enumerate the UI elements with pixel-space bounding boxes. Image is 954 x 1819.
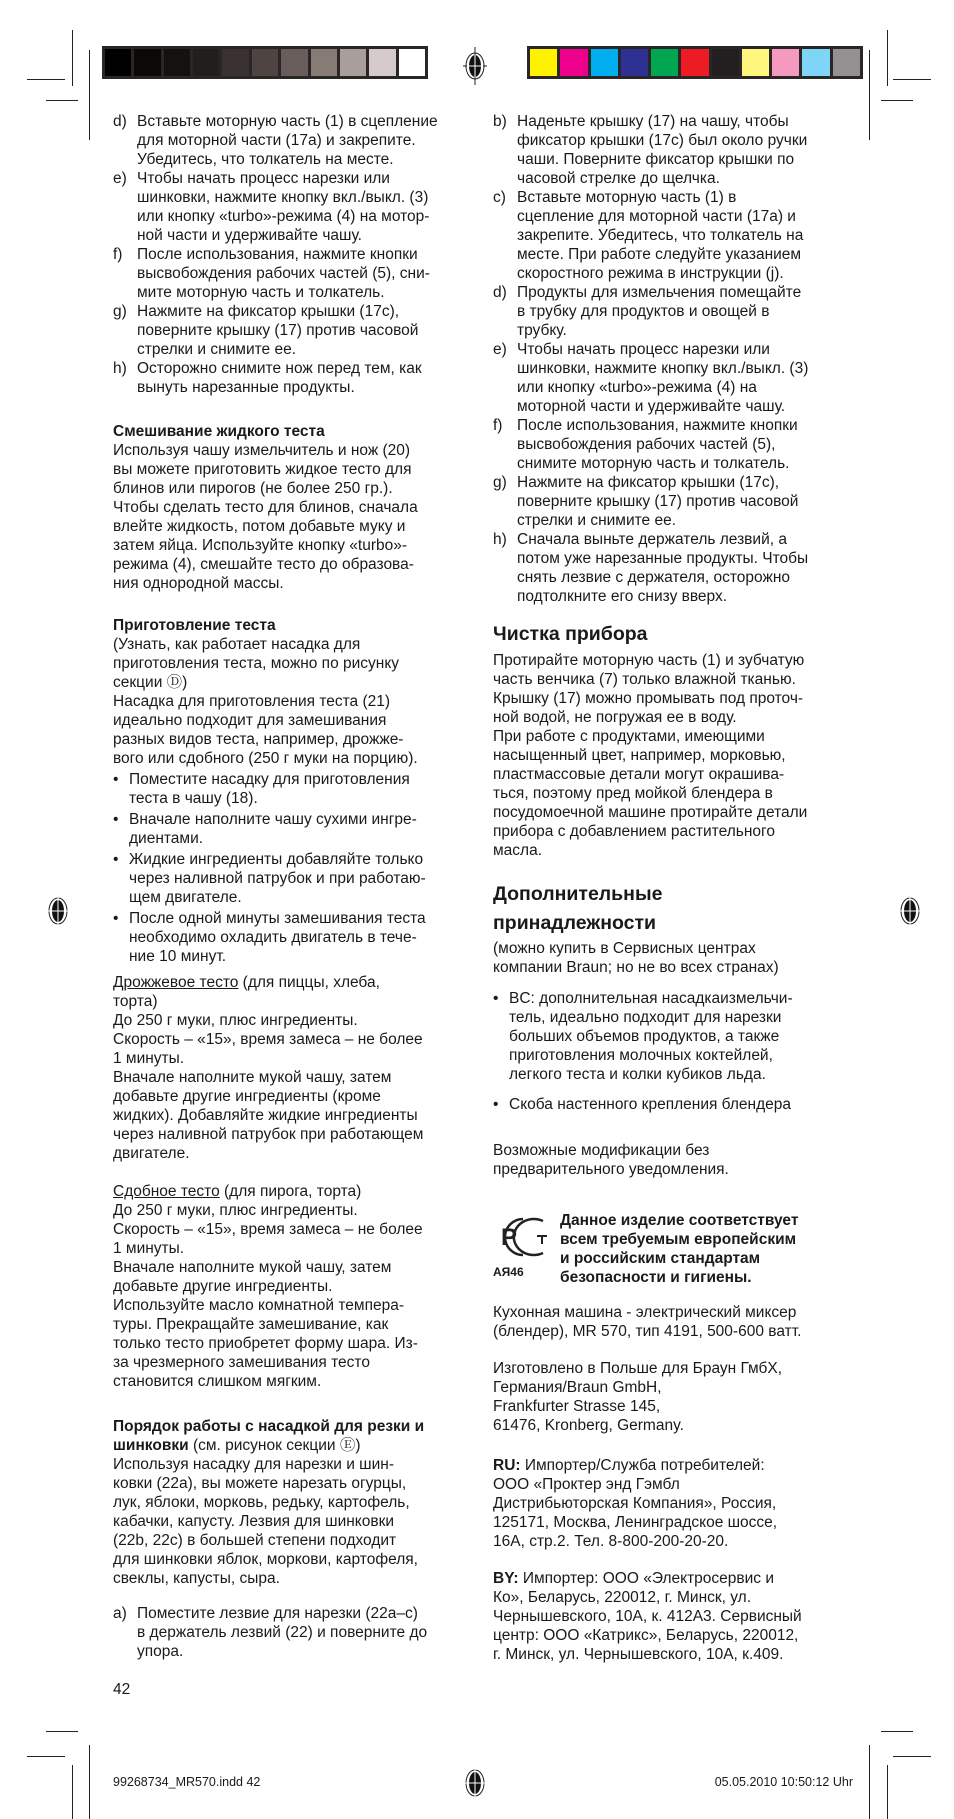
registration-mark-icon [462,1762,488,1804]
text-line: Кухонная машина - электрический миксер [493,1304,797,1321]
text-line: и российским стандартам [560,1250,761,1267]
text-line: ться, поэтому пред мойкой блендера в [493,785,773,802]
text-line: Возможные модификации без [493,1142,710,1159]
list-marker: • [113,910,119,927]
text-line: Изготовлено в Польше для Браун ГмбХ, [493,1360,783,1377]
color-swatch [311,49,337,76]
list-marker: e) [493,341,507,358]
left-column-section [113,112,483,397]
left-column-section [113,1182,483,1391]
text-line: г. Минск, ул. Чернышевского, 10А, к.409. [493,1646,784,1663]
text-line: мите моторную часть и толкатель. [137,284,385,301]
text-line: стрелки и снимите ее. [517,512,677,529]
text-line: Чтобы начать процесс нарезки или [137,170,390,187]
text-segment: Дрожжевое тесто [113,974,239,991]
text-line: шинковки, нажмите кнопку вкл./выкл. (3) [137,189,429,206]
right-column-section [493,1359,873,1435]
pct-mark-icon [493,1211,549,1261]
text-line: легкого теста и колки кубиков льда. [509,1066,766,1083]
crop-mark [887,1765,888,1819]
text-line: часть венчика (7) только влажной тканью. [493,671,796,688]
text-line: Насадка для приготовления теста (21) [113,693,391,710]
section-title [493,880,873,938]
right-column-section [493,987,873,1084]
color-swatch [105,49,131,76]
text-line: Жидкие ингредиенты добавляйте только [129,851,424,868]
text-line: центр: ООО «Катрикс», Беларусь, 220012, [493,1627,799,1644]
color-swatch [164,49,190,76]
text-line: 61476, Kronberg, Germany. [493,1417,684,1434]
text-line: трубку. [517,322,567,339]
left-column-section [113,1604,483,1661]
text-line: влейте жидкость, потом добавьте муку и [113,518,406,535]
text-line: Чтобы начать процесс нарезки или [517,341,770,358]
text-line: или кнопку «turbo»-режима (4) на [517,379,757,396]
text-line: вы можете приготовить жидкое тесто для [113,461,412,478]
text-segment: (для пирога, торта) [219,1183,362,1200]
color-swatch [252,49,278,76]
text-line: Осторожно снимите нож перед тем, как [137,360,422,377]
text-segment: (см. рисунок секции Ⓔ) [188,1437,361,1454]
text-line: Дистрибьюторская Компания», Россия, [493,1495,777,1512]
color-swatch [651,49,678,76]
color-swatch [833,49,860,76]
text-segment: RU: [493,1457,521,1474]
crop-mark [881,1731,913,1732]
paragraph [113,1417,483,1588]
text-segment: Импортер/Служба потребителей: [520,1457,765,1474]
text-line: всем требуемым европейским [560,1231,797,1248]
text-line: торта) [113,993,158,1010]
paragraph [113,635,483,768]
list-marker: • [493,990,499,1007]
bullet-item [493,1095,873,1114]
list-item [493,188,873,283]
list-marker: • [113,851,119,868]
crop-mark [72,30,73,86]
text-line: Поместите насадку для приготовления [129,771,410,788]
text-line: жидких). Добавляйте жидкие ингредиенты [113,1107,418,1124]
text-line: фиксатор крышки (17c) был около ручки [517,132,808,149]
text-line: двигателе. [113,1145,190,1162]
text-line: Приготовление теста [113,617,276,634]
text-line: ния однородной массы. [113,575,284,592]
color-swatch [193,49,219,76]
crop-mark [89,1745,90,1819]
text-line: кабачки, капусту. Лезвия для шинковки [113,1513,395,1530]
list-item [113,302,483,359]
text-segment: BY: [493,1570,519,1587]
text-line: идеально подходит для замешивания [113,712,387,729]
crop-mark [893,79,931,80]
color-swatch [281,49,307,76]
list-item [113,1604,483,1661]
text-line: компании Braun; но не во всех странах) [493,959,779,976]
text-line: Нажмите на фиксатор крышки (17c), [517,474,780,491]
registration-mark-icon [462,45,488,87]
text-segment: Порядок работы с насадкой для резки и [113,1418,425,1435]
text-line: вого или сдобного (250 г муки на порцию). [113,750,418,767]
text-line: поверните крышку (17) против часовой [517,493,799,510]
list-marker: g) [493,474,507,491]
grayscale-color-bar [102,46,428,79]
text-line: добавьте другие ингредиенты. [113,1278,333,1295]
section-heading [113,422,483,441]
bullet-item [113,770,483,808]
text-line: подтолкните его снизу вверх. [517,588,728,605]
text-line: После использования, нажмите кнопки [517,417,798,434]
left-column-section [113,1417,483,1588]
text-line [493,1569,873,1588]
crop-mark [46,1731,78,1732]
list-item [493,340,873,416]
list-marker: c) [493,189,506,206]
left-column-section [113,616,483,966]
text-line: часовой стрелке до щелчка. [517,170,720,187]
text-line: Чернышевского, 10А, к. 412А3. Сервисный [493,1608,802,1625]
text-line: становится слишком мягким. [113,1373,322,1390]
text-line: После использования, нажмите кнопки [137,246,418,263]
text-line: теста в чашу (18). [129,790,258,807]
crop-mark [46,100,78,101]
text-line: снять лезвие с держателя, осторожно [517,569,791,586]
right-column-section [493,1303,873,1341]
bullet-item [113,850,483,907]
list-item [113,112,483,169]
text-line: режима (4), смешайте тесто до образова- [113,556,414,573]
text-line: снимите моторную часть и толкатель. [517,455,790,472]
registration-mark-icon [45,890,71,932]
text-line: лук, яблоки, морковь, редьку, картофель, [113,1494,410,1511]
paragraph [113,441,483,593]
crop-mark [881,100,913,101]
text-line: ной водой, не погружая ее в воду. [493,709,737,726]
text-line: поверните крышку (17) против часовой [137,322,419,339]
right-column-section [493,1211,873,1287]
text-line [113,1436,483,1455]
crop-mark [893,1756,931,1757]
text-line: (можно купить в Сервисных центрах [493,940,756,957]
text-line: масла. [493,842,542,859]
text-line: Данное изделие соответствует [560,1212,799,1229]
text-line: свеклы, капусты, сыра. [113,1570,280,1587]
slug-file-name: 99268734_MR570.indd 42 [113,1775,261,1789]
text-line: Используя чашу измельчитель и нож (20) [113,442,411,459]
right-column-section [493,1093,873,1114]
text-line: Поместите лезвие для нарезки (22a–c) [137,1605,418,1622]
text-line [113,1182,483,1201]
list-marker: • [493,1096,499,1113]
text-line: в трубку для продуктов и овощей в [517,303,770,320]
left-column-section [113,973,483,1163]
color-swatch [802,49,829,76]
text-line: Frankfurter Strasse 145, [493,1398,661,1415]
text-line: 1 минуты. [113,1050,185,1067]
text-line: тель, идеально подходит для нарезки [509,1009,782,1026]
text-line: приготовления молочных коктейлей, [509,1047,773,1064]
list-marker: e) [113,170,127,187]
text-segment: Импортер: ООО «Электросервис и [518,1570,775,1587]
registration-mark-icon [897,890,923,932]
text-line: Вставьте моторную часть (1) в [517,189,737,206]
list-marker: b) [493,113,507,130]
paragraph [493,1359,873,1435]
text-line: для моторной части (17a) и закрепите. [137,132,416,149]
text-line: чаши. Поверните фиксатор крышки по [517,151,795,168]
left-column-section [113,422,483,593]
right-column-section [493,620,873,649]
text-line: шинковки, нажмите кнопку вкл./выкл. (3) [517,360,809,377]
paragraph [113,973,483,1163]
text-line: Убедитесь, что толкатель на месте. [137,151,394,168]
text-line: стрелки и снимите ее. [137,341,297,358]
text-line: через наливной патрубок и при работаю- [129,870,426,887]
slug-date: 05.05.2010 10:50:12 Uhr [714,1775,853,1789]
text-segment: (для пиццы, хлеба, [238,974,380,991]
text-line: сцепление для моторной части (17a) и [517,208,796,225]
text-line: туры. Прекращайте замешивание, как [113,1316,389,1333]
text-line: Вначале наполните мукой чашу, затем [113,1069,392,1086]
text-line: больших объемов продуктов, а также [509,1028,780,1045]
text-line: месте. При работе следуйте указанием [517,246,802,263]
color-swatch [399,49,425,76]
list-item [113,169,483,245]
text-line: только тесто приобретет форму шара. Из- [113,1335,418,1352]
text-line: Чтобы сделать тесто для блинов, сначала [113,499,418,516]
list-item [493,530,873,606]
text-line: высвобождения рабочих частей (5), [517,436,776,453]
text-line: (блендер), MR 570, тип 4191, 500-600 ватт. [493,1323,802,1340]
bullet-item [113,909,483,966]
list-marker: • [113,811,119,828]
text-line: Сначала выньте держатель лезвий, а [517,531,787,548]
text-line: После одной минуты замешивания теста [129,910,426,927]
list-marker: h) [113,360,127,377]
text-line: Смешивание жидкого теста [113,423,325,440]
page-number: 42 [113,1681,131,1698]
text-line: Используя насадку для нарезки и шин- [113,1456,394,1473]
text-line: (22b, 22c) в большей степени подходит [113,1532,397,1549]
color-swatch [134,49,160,76]
text-line: Чистка прибора [493,623,648,645]
text-line: Вначале наполните чашу сухими ингре- [129,811,417,828]
text-line: ной части и удерживайте чашу. [137,227,362,244]
text-line: принадлежности [493,912,657,934]
process-color-bar [527,46,863,79]
color-swatch [621,49,648,76]
color-swatch [530,49,557,76]
right-column-section [493,939,873,977]
text-line: До 250 г муки, плюс ингредиенты. [113,1012,358,1029]
crop-mark [27,79,65,80]
text-line: (Узнать, как работает насадка для [113,636,361,653]
text-line: насыщенный цвет, например, морковью, [493,747,786,764]
list-marker: g) [113,303,127,320]
text-line: ООО «Проктер энд Гэмбл [493,1476,680,1493]
text-line: пластмассовые детали могут окрашива- [493,766,785,783]
list-item [493,283,873,340]
color-swatch [222,49,248,76]
text-line: предварительного уведомления. [493,1161,729,1178]
text-line: скоростного режима в инструкции (j). [517,265,784,282]
list-marker: f) [493,417,503,434]
certification-text [493,1211,873,1287]
crop-mark [72,1765,73,1819]
paragraph [113,1182,483,1391]
paragraph [493,939,873,977]
crop-mark [89,50,90,140]
text-line: Дополнительные [493,883,663,905]
right-column-section [493,651,873,860]
right-column-section [493,1569,873,1664]
text-line: ние 10 минут. [129,948,227,965]
paragraph [493,1141,873,1179]
text-line: добавьте другие ингредиенты (кроме [113,1088,381,1105]
paragraph [493,1569,873,1664]
list-marker: • [113,771,119,788]
list-marker: a) [113,1605,127,1622]
text-line: До 250 г муки, плюс ингредиенты. [113,1202,358,1219]
list-item [493,112,873,188]
list-marker: d) [493,284,507,301]
section-title [493,620,873,649]
right-column-section [493,112,873,606]
text-line: блинов или пирогов (не более 250 гр.). [113,480,393,497]
list-marker: d) [113,113,127,130]
text-line: Протирайте моторную часть (1) и зубчатую [493,652,805,669]
svg-text:P: P [501,1224,518,1251]
right-column-section [493,1456,873,1551]
text-line: в держатель лезвий (22) и поверните до [137,1624,428,1641]
text-line: Вначале наполните мукой чашу, затем [113,1259,392,1276]
color-swatch [340,49,366,76]
text-line: необходимо охладить двигатель в тече- [129,929,417,946]
text-line [493,1456,873,1475]
text-line: потом уже нарезанные продукты. Чтобы [517,550,809,567]
color-swatch [742,49,769,76]
text-line: приготовления теста, можно по рисунку [113,655,400,672]
color-swatch [681,49,708,76]
text-line: закрепите. Убедитесь, что толкатель на [517,227,804,244]
text-line: вынуть нарезанные продукты. [137,379,355,396]
color-swatch [772,49,799,76]
text-line: Крышку (17) можно промывать под проточ- [493,690,804,707]
text-line [113,973,483,992]
text-line: секции Ⓓ) [113,674,188,691]
text-line: Скорость – «15», время замеса – не более [113,1221,423,1238]
color-swatch [369,49,395,76]
text-line: затем яйца. Используйте кнопку «turbo»- [113,537,408,554]
text-line: Используйте масло комнатной темпера- [113,1297,404,1314]
text-line: диентами. [129,830,204,847]
text-line: 16А, стр.2. Тел. 8-800-200-20-20. [493,1533,729,1550]
text-line: При работе с продуктами, имеющими [493,728,765,745]
color-swatch [712,49,739,76]
text-line [113,1417,483,1436]
section-heading [113,616,483,635]
text-line: Нажмите на фиксатор крышки (17c), [137,303,400,320]
paragraph [493,1456,873,1551]
text-line: разных видов теста, например, дрожже- [113,731,404,748]
right-column-section [493,880,873,938]
text-line: моторной части и удерживайте чашу. [517,398,786,415]
text-line: Ко», Беларусь, 220012, г. Минск, ул. [493,1589,752,1606]
certification-code: АЯ46 [493,1265,524,1279]
text-line: или кнопку «turbo»-режима (4) на мотор- [137,208,430,225]
text-line: безопасности и гигиены. [560,1269,752,1286]
text-line: 1 минуты. [113,1240,185,1257]
list-item [493,416,873,473]
text-line: Скорость – «15», время замеса – не более [113,1031,423,1048]
text-line: прибора с добавлением растительного [493,823,775,840]
bullet-item [113,810,483,848]
text-line: Продукты для измельчения помещайте [517,284,802,301]
text-segment: Сдобное тесто [113,1183,220,1200]
text-line: щем двигателе. [129,889,242,906]
paragraph [493,651,873,860]
text-segment: шинковки [113,1437,189,1454]
text-line: Вставьте моторную часть (1) в сцепление [137,113,438,130]
crop-mark [27,1756,65,1757]
text-line: 125171, Москва, Ленинградское шоссе, [493,1514,778,1531]
list-marker: h) [493,531,507,548]
color-swatch [560,49,587,76]
text-line: упора. [137,1643,184,1660]
right-column-section [493,1141,873,1179]
crop-mark [887,30,888,86]
text-line: для шинковки яблок, моркови, картофеля, [113,1551,418,1568]
text-line: Наденьте крышку (17) на чашу, чтобы [517,113,789,130]
list-item [113,359,483,397]
pct-certification-logo [493,1211,553,1291]
text-line: через наливной патрубок при работающем [113,1126,424,1143]
text-line: посудомоечной машине протирайте детали [493,804,808,821]
bullet-item [493,989,873,1084]
color-swatch [591,49,618,76]
text-line: за чрезмерного замешивания тесто [113,1354,370,1371]
text-line: высвобождения рабочих частей (5), сни- [137,265,430,282]
crop-mark [869,1745,870,1819]
text-line: ковки (22a), вы можете нарезать огурцы, [113,1475,407,1492]
text-line: BC: дополнительная насадкаизмельчи- [509,990,793,1007]
list-marker: f) [113,246,123,263]
list-item [113,245,483,302]
list-item [493,473,873,530]
paragraph [493,1303,873,1341]
text-line: Скоба настенного крепления блендера [509,1096,791,1113]
text-line: Германия/Braun GmbH, [493,1379,662,1396]
